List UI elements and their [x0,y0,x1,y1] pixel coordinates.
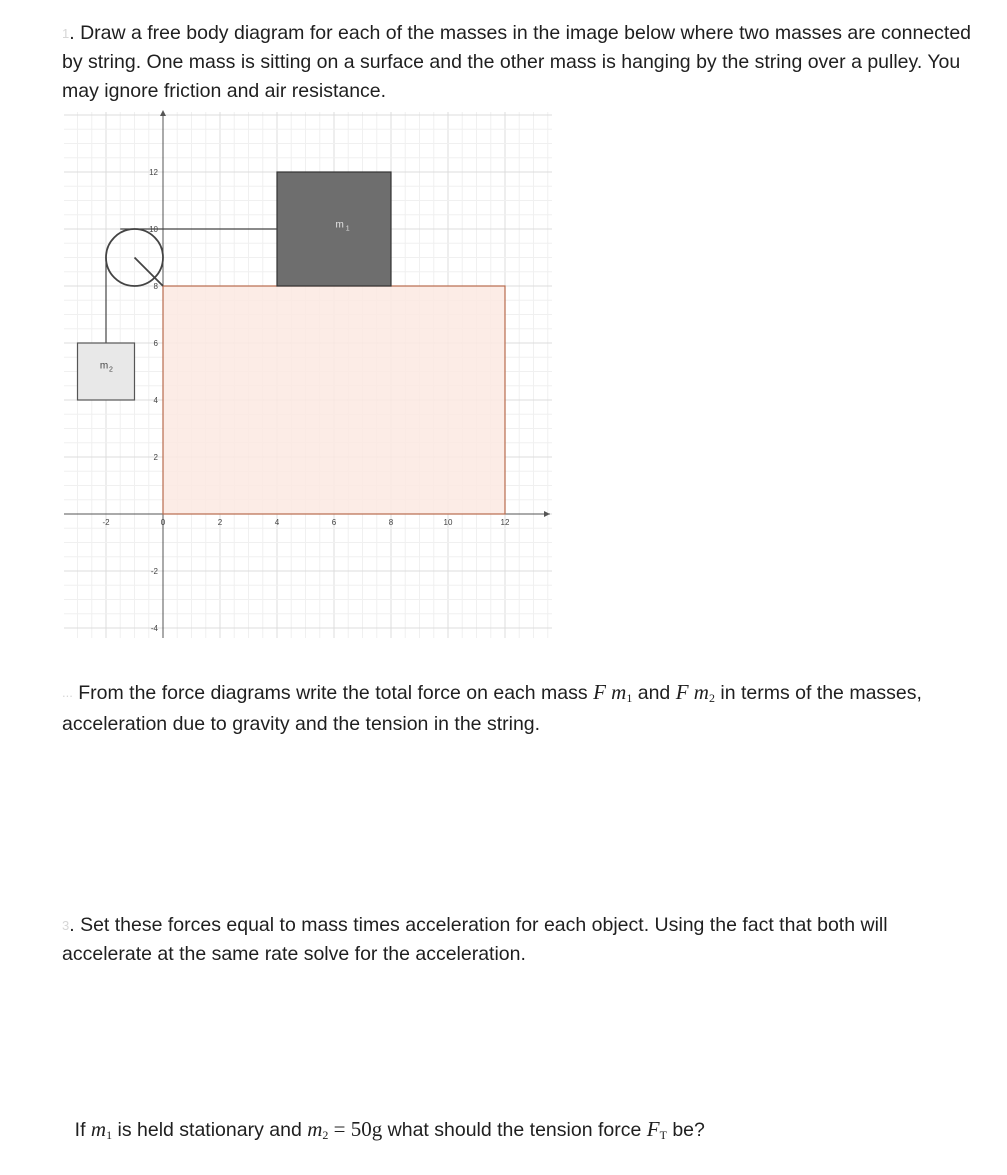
force-m2-symbol: F $m_2$ [675,680,715,705]
pulley-diagram [64,108,554,640]
mass-1-subscript: 1 [345,225,350,233]
mass-1-block [277,172,391,286]
question-4-text-a: If [74,1119,91,1141]
m1-symbol: $m_1$ [90,1117,113,1142]
x-tick-label: 12 [500,518,510,527]
y-tick-label: 8 [153,282,158,291]
tension-symbol: $F_T$ [646,1117,667,1142]
x-tick-label: 2 [217,518,223,527]
y-tick-label: 12 [149,168,158,177]
y-tick-label: 6 [153,339,158,348]
x-tick-label: -2 [102,518,110,527]
question-1 [62,19,977,106]
x-tick-label: 10 [443,518,453,527]
y-tick-label: -2 [150,567,158,576]
question-2 [62,678,977,739]
mass-2-subscript: 2 [109,366,113,374]
question-2-text-a: From the force diagrams write the total force on each mass [72,682,594,704]
question-3 [62,911,977,969]
surface-rect [163,286,505,514]
question-1-number: 1 [62,26,70,41]
force-m1-symbol: F $m_1$ [593,680,633,705]
y-axis-arrow [160,110,166,116]
y-tick-label: -4 [150,624,158,633]
x-tick-label: 8 [388,518,394,527]
x-tick-label: 0 [160,518,166,527]
diagram-svg [64,108,554,640]
mass-2-label: m [99,360,109,372]
x-tick-label: 6 [331,518,337,527]
question-4-text-c: what should the tension force [382,1119,647,1141]
question-2-text-c: in terms of the masses, acceleration due to gravity and the tension in the string. [62,682,922,735]
y-tick-label: 4 [153,396,158,405]
x-tick-label: 4 [274,518,280,527]
mass-1-label: m [335,219,344,231]
m2-equation: $m_2 = 50g$ [307,1117,383,1142]
x-axis-arrow [544,511,550,517]
y-tick-label: 10 [149,225,158,234]
question-4 [62,1115,977,1147]
y-tick-label: 2 [153,453,158,462]
question-3-number: 3 [62,918,70,933]
question-4-text-b: is held stationary and [112,1119,308,1141]
question-2-number: ... [62,685,73,700]
question-3-text: . Set these forces equal to mass times acceleration for each object. Using the fact that both will accelerate at the same rate solve for the acceleration. [62,914,888,965]
question-4-text-d: be? [666,1119,705,1141]
question-2-text-b: and [632,682,676,704]
question-1-text: . Draw a free body diagram for each of the masses in the image below where two masses are connected by string. One mass is sitting on a surface and the other mass is hanging by the string over a pulley. You may ignore friction and air resistance. [62,22,972,102]
